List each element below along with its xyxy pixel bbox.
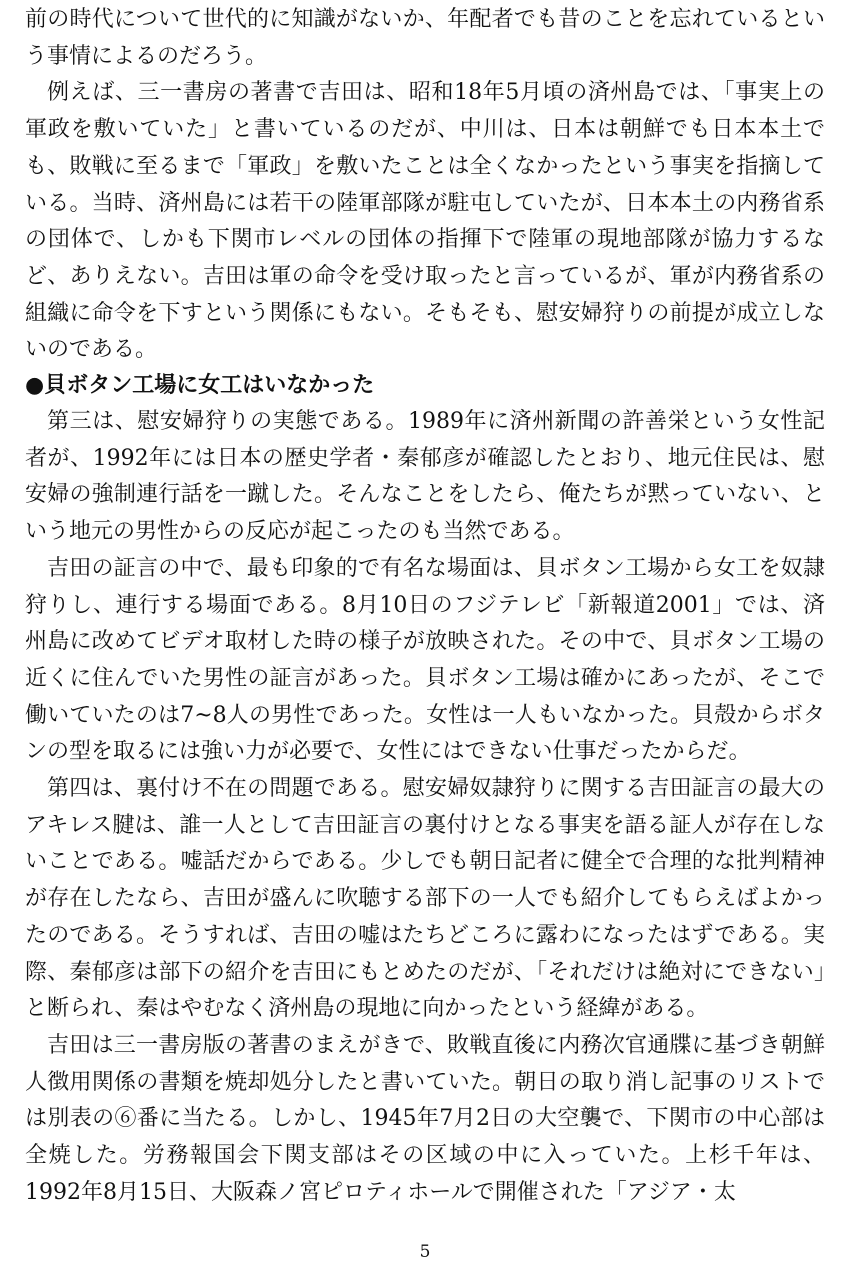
paragraph-button-factory: 吉田の証言の中で、最も印象的で有名な場面は、貝ボタン工場から女工を奴隷狩りし、連行する場面である。8月10日のフジテレビ「新報道2001」では、済州島に改めてビデオ取材した時の様子が放映された。その中で、貝ボタン工場の近くに住んでいた男性の証言があった。貝ボタン工場は確かにあったが、そこで働いていたのは7~8人の男性であった。女性は一人もいなかった。貝殻からボタンの型を取るには強い力が必要で、女性にはできない仕事だったからだ。	[25, 555, 825, 765]
body-text-section-1	[25, 2, 825, 369]
paragraph-fourth-point: 第四は、裏付け不在の問題である。慰安婦奴隷狩りに関する吉田証言の最大のアキレス腱は、誰一人として吉田証言の裏付けとなる事実を語る証人が存在しないことである。嘘話だからである。少しでも朝日記者に健全で合理的な批判精神が存在したなら、吉田が盛んに吹聴する部下の一人でも紹介してもらえばよかったのである。そうすれば、吉田の嘘はたちどころに露わになったはずである。実際、秦郁彦は部下の紹介を吉田にもとめたのだが、「それだけは絶対にできない」と断られ、秦はやむなく済州島の現地に向かったという経緯がある。	[25, 776, 825, 1022]
paragraph-yoshida-military-rule: 例えば、三一書房の著書で吉田は、昭和18年5月頃の済州島では、「事実上の軍政を敷いていた」と書いているのだが、中川は、日本は朝鮮でも日本本土でも、敗戦に至るまで「軍政」を敷いたことは全くなかったという事実を指摘している。当時、済州島には若干の陸軍部隊が駐屯していたが、日本本土の内務省系の団体で、しかも下関市レベルの団体の指揮下で陸軍の現地部隊が協力するなど、ありえない。吉田は軍の命令を受け取ったと言っているが、軍が内務省系の組織に命令を下すという関係にもない。そもそも、慰安婦狩りの前提が成立しないのである。	[25, 80, 825, 363]
paragraph-third-point: 第三は、慰安婦狩りの実態である。1989年に済州新聞の許善栄という女性記者が、1992年には日本の歴史学者・秦郁彦が確認したとおり、地元住民は、慰安婦の強制連行話を一蹴した。そんなことをしたら、俺たちが黙っていない、という地元の男性からの反応が起こったのも当然である。	[25, 409, 825, 545]
body-text-section-2	[25, 404, 825, 1211]
paragraph-document-burning: 吉田は三一書房版の著書のまえがきで、敗戦直後に内務次官通牒に基づき朝鮮人徴用関係の書類を焼却処分したと書いていた。朝日の取り消し記事のリストでは別表の⑥番に当たる。しかし、1945年7月2日の大空襲で、下関市の中心部は全焼した。労務報国会下関支部はその区域の中に入っていた。上杉千年は、1992年8月15日、大阪森ノ宮ピロティホールで開催された「アジア・太	[25, 1032, 825, 1205]
paragraph-continuation: 前の時代について世代的に知識がないか、年配者でも昔のことを忘れているという事情によるのだろう。	[25, 7, 825, 69]
page-number: 5	[419, 1242, 431, 1262]
section-heading: ●貝ボタン工場に女工はいなかった	[25, 373, 375, 398]
